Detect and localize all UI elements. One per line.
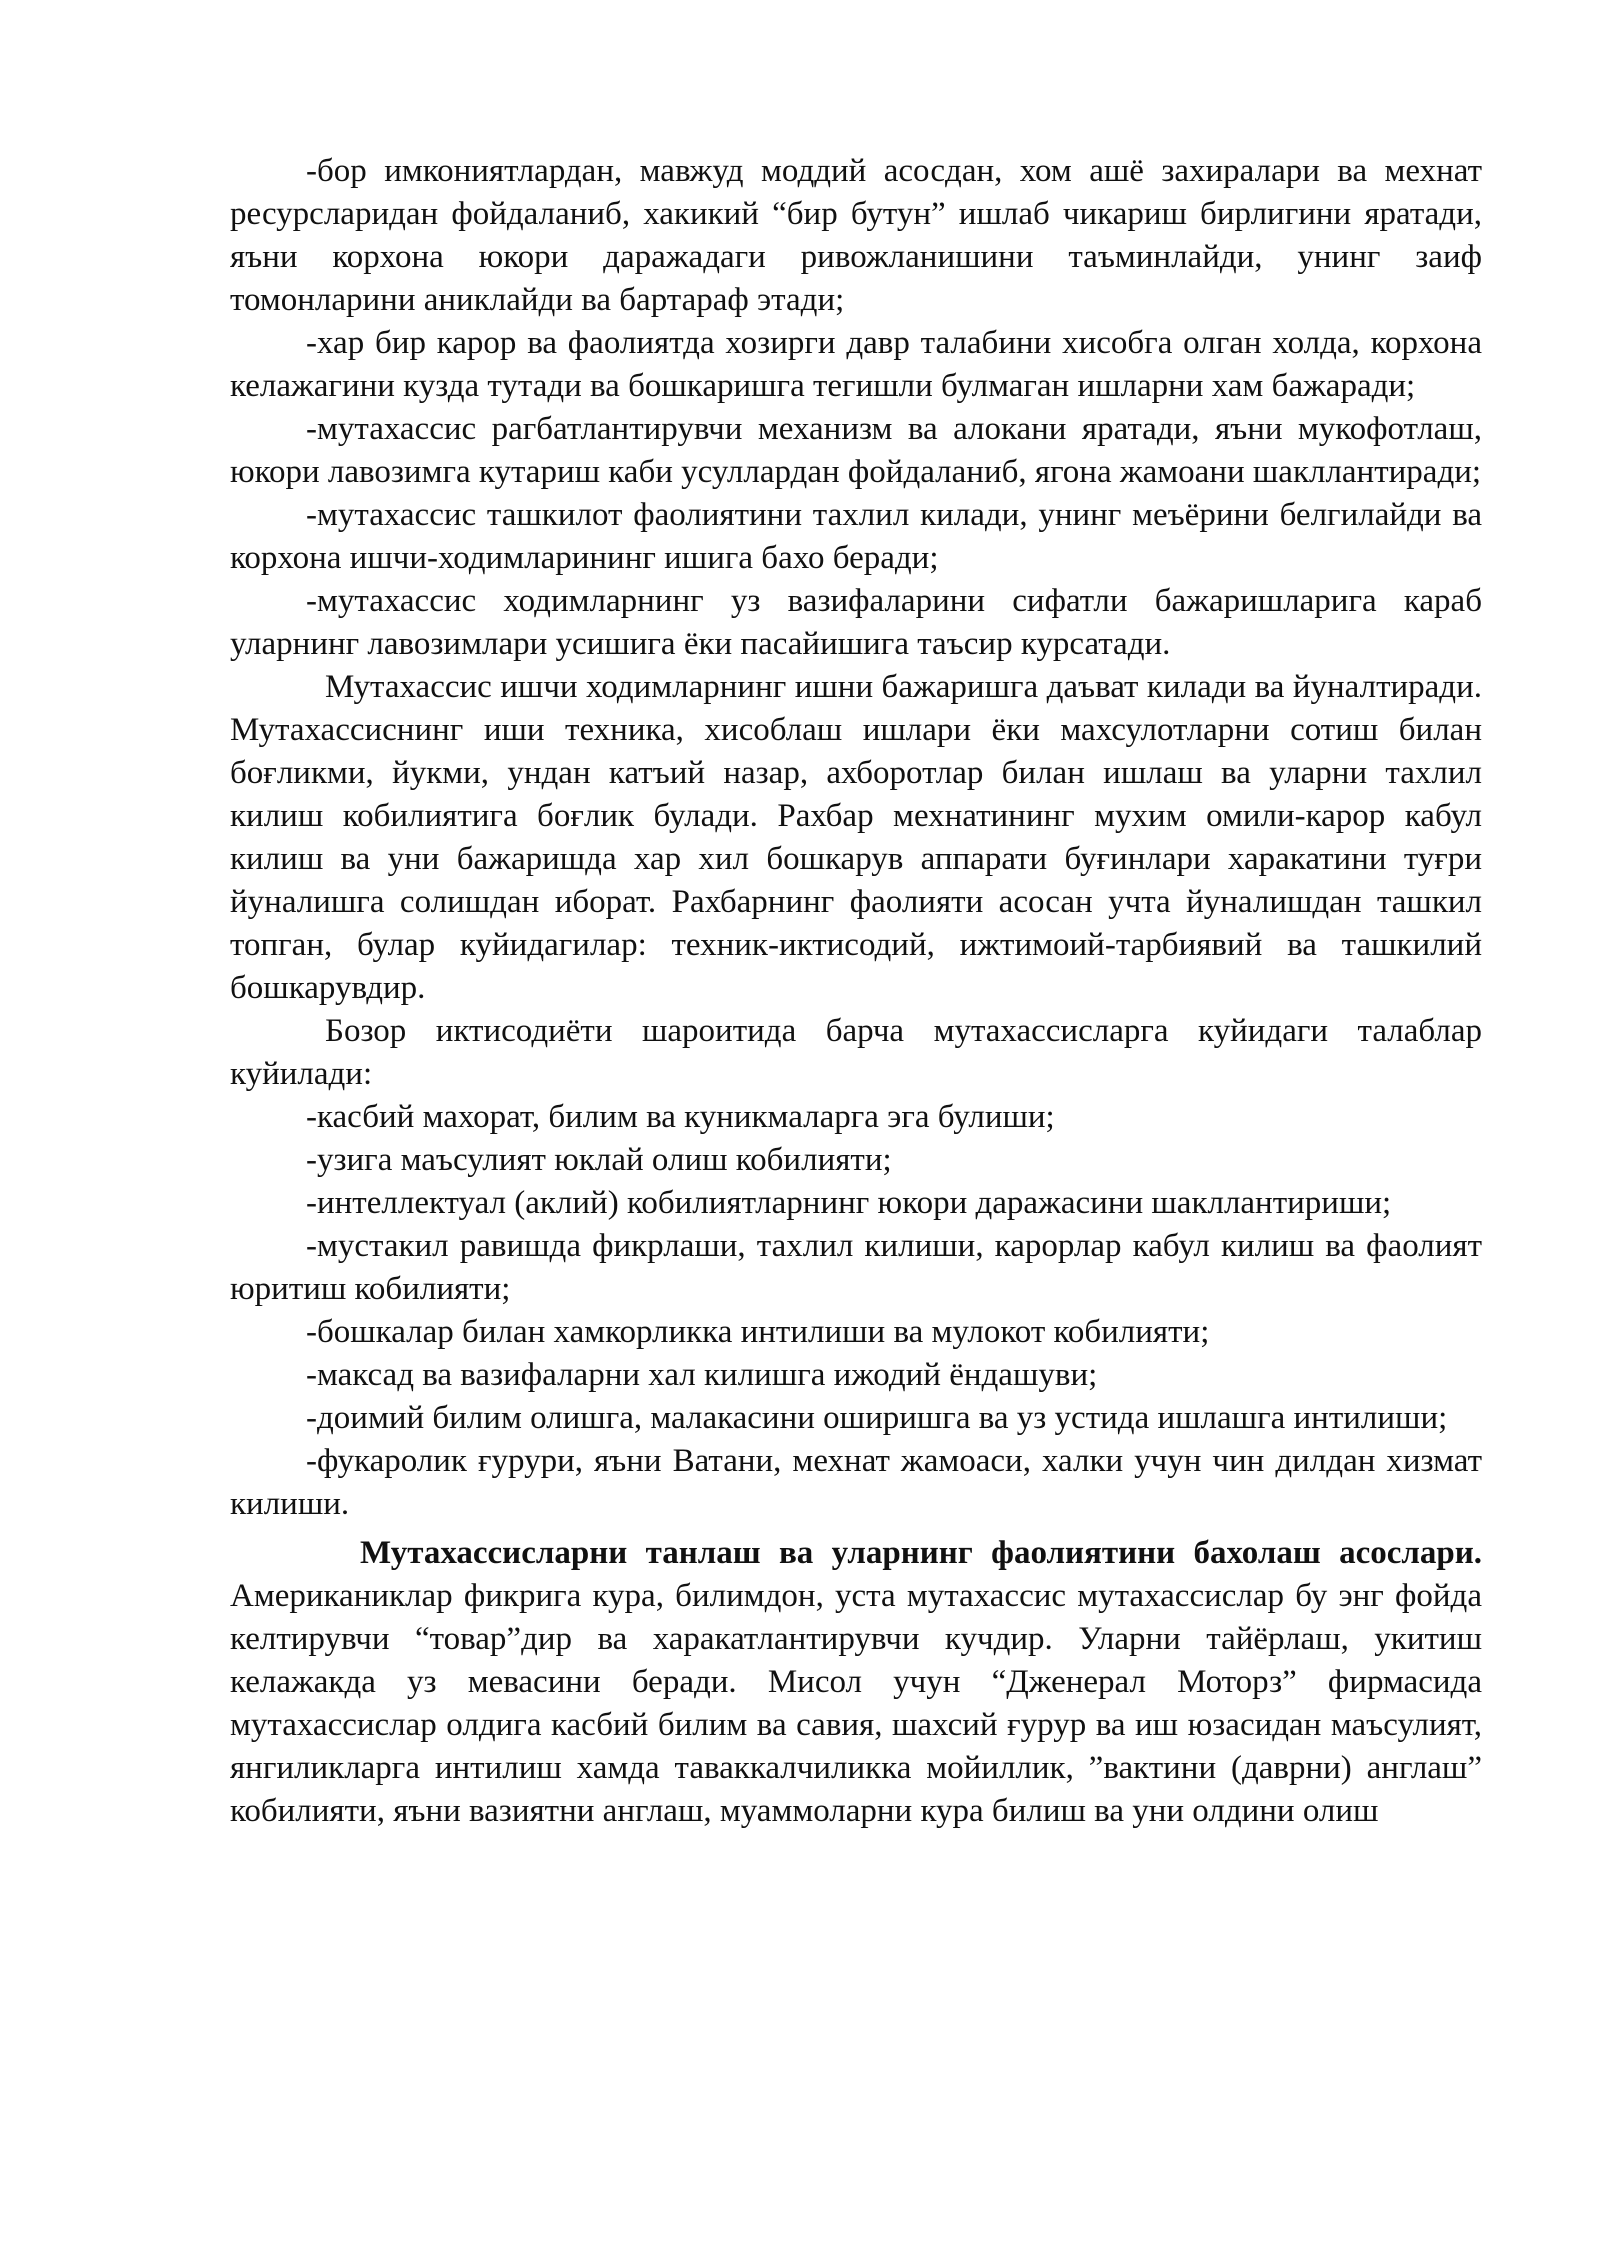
paragraph-6: Мутахассис ишчи ходимларнинг ишни бажаришга даъват килади ва йуналтиради. Мутахассиснинг иши техника, хисоблаш ишлари ёки махсулотларни сотиш билан боғликми, йукми, ундан катъий назар, ахборотлар билан ишлаш ва уларни тахлил килиш кобилиятига боғлик булади. Рахбар мехнатининг мухим омили-карор кабул килиш ва уни бажаришда хар хил бошкарув аппарати буғинлари харакатини туғри йуналишга солишдан иборат. Рахбарнинг фаолияти асосан учта йуналишдан ташкил топган, булар куйидагилар: техник-иктисодий, ижтимоий-тарбиявий ва ташкилий бошкарувдир.: [230, 669, 1482, 1006]
section-body-text: Американиклар фикрига кура, билимдон, уста мутахассис мутахассислар бу энг фойда келтирувчи “товар”дир ва харакатлантирувчи кучдир. Уларни тайёрлаш, укитиш келажакда уз мевасини беради. Мисол учун “Дженерал Моторз” фирмасида мутахассислар олдига касбий билим ва савия, шахсий ғурур ва иш юзасидан маъсулият, янгиликларга интилиш хамда таваккалчиликка мойиллик, ”вактини (даврни) англаш” кобилияти, яъни вазиятни англаш, муаммоларни кура билиш ва уни олдини олиш: [230, 1578, 1482, 1829]
paragraph-11: -мустакил равишда фикрлаши, тахлил килиши, карорлар кабул килиш ва фаолият юритиш кобилияти;: [230, 1228, 1482, 1307]
paragraph-2: -хар бир карор ва фаолиятда хозирги давр талабини хисобга олган холда, корхона келажагини кузда тутади ва бошкаришга тегишли булмаган ишларни хам бажаради;: [230, 325, 1482, 404]
paragraph-3: -мутахассис рагбатлантирувчи механизм ва алокани яратади, яъни мукофотлаш, юкори лавозимга кутариш каби усуллардан фойдаланиб, ягона жамоани шакллантиради;: [230, 411, 1482, 490]
body-text: [230, 150, 1482, 1833]
paragraph-8: -касбий махорат, билим ва куникмаларга эга булиши;: [306, 1099, 1055, 1135]
section-heading: Мутахассисларни танлаш ва уларнинг фаолиятини бахолаш асослари.: [360, 1535, 1482, 1571]
paragraph-1: -бор имкониятлардан, мавжуд моддий асосдан, хом ашё захиралари ва мехнат ресурсларидан фойдаланиб, хакикий “бир бутун” ишлаб чикариш бирлигини яратади, яъни корхона юкори даражадаги ривожланишини таъминлайди, унинг заиф томонларини аниклайди ва бартараф этади;: [230, 153, 1482, 318]
paragraph-9: -узига маъсулият юклай олиш кобилияти;: [306, 1142, 892, 1178]
paragraph-4: -мутахассис ташкилот фаолиятини тахлил килади, унинг меъёрини белгилайди ва корхона ишчи-ходимларининг ишига бахо беради;: [230, 497, 1482, 576]
paragraph-5: -мутахассис ходимларнинг уз вазифаларини сифатли бажаришларига караб уларнинг лавозимлари усишига ёки пасайишига таъсир курсатади.: [230, 583, 1482, 662]
paragraph-15: -фукаролик ғурури, яъни Ватани, мехнат жамоаси, халки учун чин дилдан хизмат килиши.: [230, 1443, 1482, 1522]
paragraph-7: Бозор иктисодиёти шароитида барча мутахассисларга куйидаги талаблар куйилади:: [230, 1013, 1482, 1092]
paragraph-10: -интеллектуал (аклий) кобилиятларнинг юкори даражасини шакллантириши;: [306, 1185, 1392, 1221]
paragraph-12: -бошкалар билан хамкорликка интилиши ва мулокот кобилияти;: [306, 1314, 1210, 1350]
paragraph-14: -доимий билим олишга, малакасини оширишга ва уз устида ишлашга интилиши;: [306, 1400, 1448, 1436]
paragraph-13: -максад ва вазифаларни хал килишга ижодий ёндашуви;: [306, 1357, 1098, 1393]
section-paragraph: [230, 1532, 1482, 1833]
